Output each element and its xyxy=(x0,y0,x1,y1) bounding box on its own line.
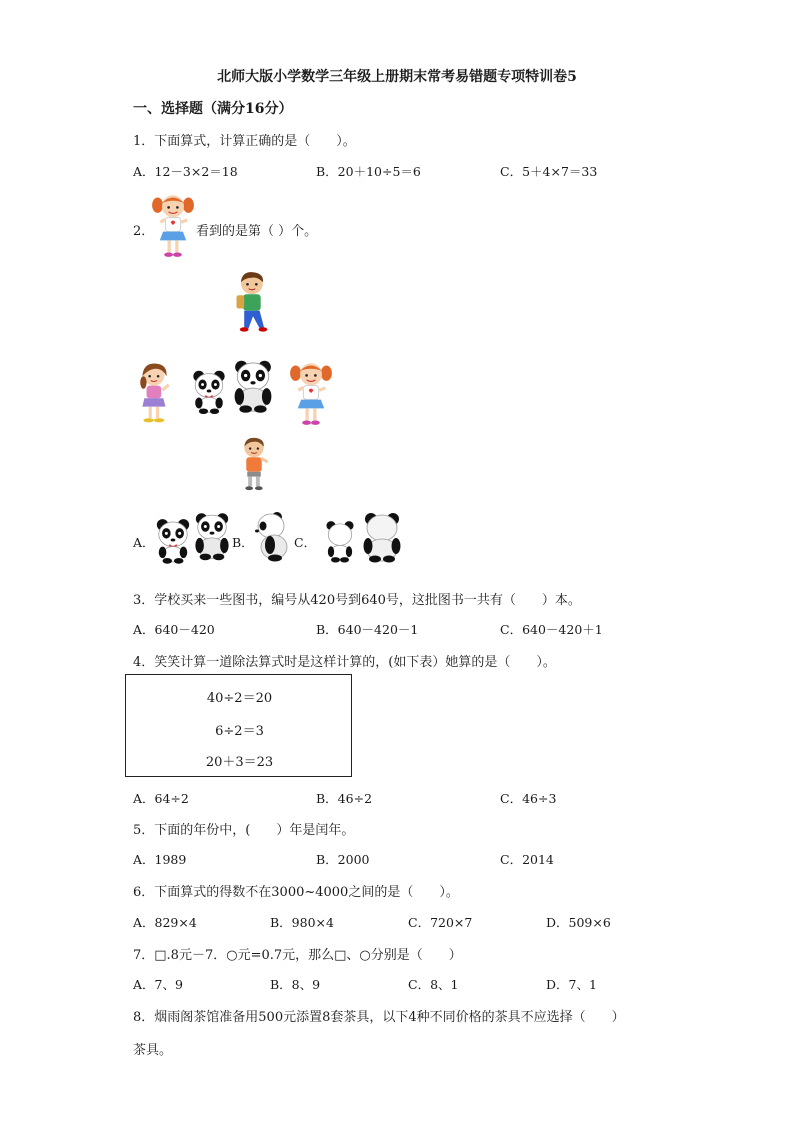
calc-line-2: 6÷2＝3 xyxy=(215,724,264,739)
q7-option-a[interactable]: A．7、9 xyxy=(133,977,183,992)
q6-option-a[interactable]: A．829×4 xyxy=(133,915,197,930)
panda-front-icon xyxy=(193,508,231,564)
panda-side-icon xyxy=(253,506,293,566)
q2-option-b[interactable]: B． xyxy=(232,535,254,550)
q5-option-c[interactable]: C．2014 xyxy=(500,852,554,867)
calculation-table xyxy=(125,674,352,777)
question-3-stem: 3．学校买来一些图书，编号从420号到640号，这批图书一共有（ ）本。 xyxy=(133,593,581,608)
panda-small-icon xyxy=(190,368,228,414)
question-8-stem-continued: 茶具。 xyxy=(133,1043,173,1058)
q6-option-b[interactable]: B．980×4 xyxy=(270,915,334,930)
page-title: 北师大版小学数学三年级上册期末常考易错题专项特训卷5 xyxy=(217,69,577,85)
question-4-stem: 4．笑笑计算一道除法算式时是这样计算的，(如下表）她算的是（ ）。 xyxy=(133,655,556,670)
question-2-number: 2． xyxy=(133,224,155,239)
calc-line-1: 40÷2＝20 xyxy=(206,691,273,706)
q7-option-c[interactable]: C．8、1 xyxy=(408,977,459,992)
panda-back-small-icon xyxy=(322,516,358,564)
panda-front-icon xyxy=(232,358,274,414)
panda-back-icon xyxy=(362,508,402,566)
q6-option-c[interactable]: C．720×7 xyxy=(408,915,473,930)
q1-option-b[interactable]: B．20＋10÷5＝6 xyxy=(316,164,421,179)
q7-option-b[interactable]: B．8、9 xyxy=(270,977,321,992)
question-1-stem: 1．下面算式，计算正确的是（ ）。 xyxy=(133,134,356,149)
panda-small-icon xyxy=(154,516,192,564)
q2-option-c[interactable]: C． xyxy=(294,535,317,550)
section-heading: 一、选择题（满分16分） xyxy=(133,101,293,117)
q1-option-c[interactable]: C．5＋4×7＝33 xyxy=(500,164,598,179)
question-8-stem: 8．烟雨阁茶馆准备用500元添置8套茶具，以下4种不同价格的茶具不应选择（ ） xyxy=(133,1010,625,1025)
q2-option-a[interactable]: A． xyxy=(133,535,155,550)
girl-brown-hair-icon xyxy=(135,360,177,426)
q1-option-a[interactable]: A．12－3×2＝18 xyxy=(133,164,238,179)
question-7-stem: 7．□.8元－7．○元=0.7元，那么□、○分别是（ ） xyxy=(133,948,462,963)
q3-option-a[interactable]: A．640－420 xyxy=(133,622,215,637)
question-5-stem: 5．下面的年份中，( ）年是闰年。 xyxy=(133,823,355,838)
boy-backpack-icon xyxy=(230,270,276,336)
q6-option-d[interactable]: D．509×6 xyxy=(546,915,611,930)
q4-option-b[interactable]: B．46÷2 xyxy=(316,791,373,806)
q3-option-b[interactable]: B．640－420－1 xyxy=(316,622,419,637)
girl-figure-icon xyxy=(150,192,196,258)
q3-option-c[interactable]: C．640－420＋1 xyxy=(500,622,603,637)
q4-option-c[interactable]: C．46÷3 xyxy=(500,791,557,806)
question-6-stem: 6．下面算式的得数不在3000~4000之间的是（ ）。 xyxy=(133,885,459,900)
calc-line-3: 20＋3＝23 xyxy=(205,755,274,770)
q4-option-a[interactable]: A．64÷2 xyxy=(133,791,189,806)
boy-orange-icon xyxy=(234,436,274,494)
q5-option-b[interactable]: B．2000 xyxy=(316,852,370,867)
question-2-stem: 看到的是第（ ）个。 xyxy=(196,224,318,239)
girl-pigtails-icon xyxy=(288,360,334,426)
q5-option-a[interactable]: A．1989 xyxy=(133,852,187,867)
q7-option-d[interactable]: D．7、1 xyxy=(546,977,597,992)
